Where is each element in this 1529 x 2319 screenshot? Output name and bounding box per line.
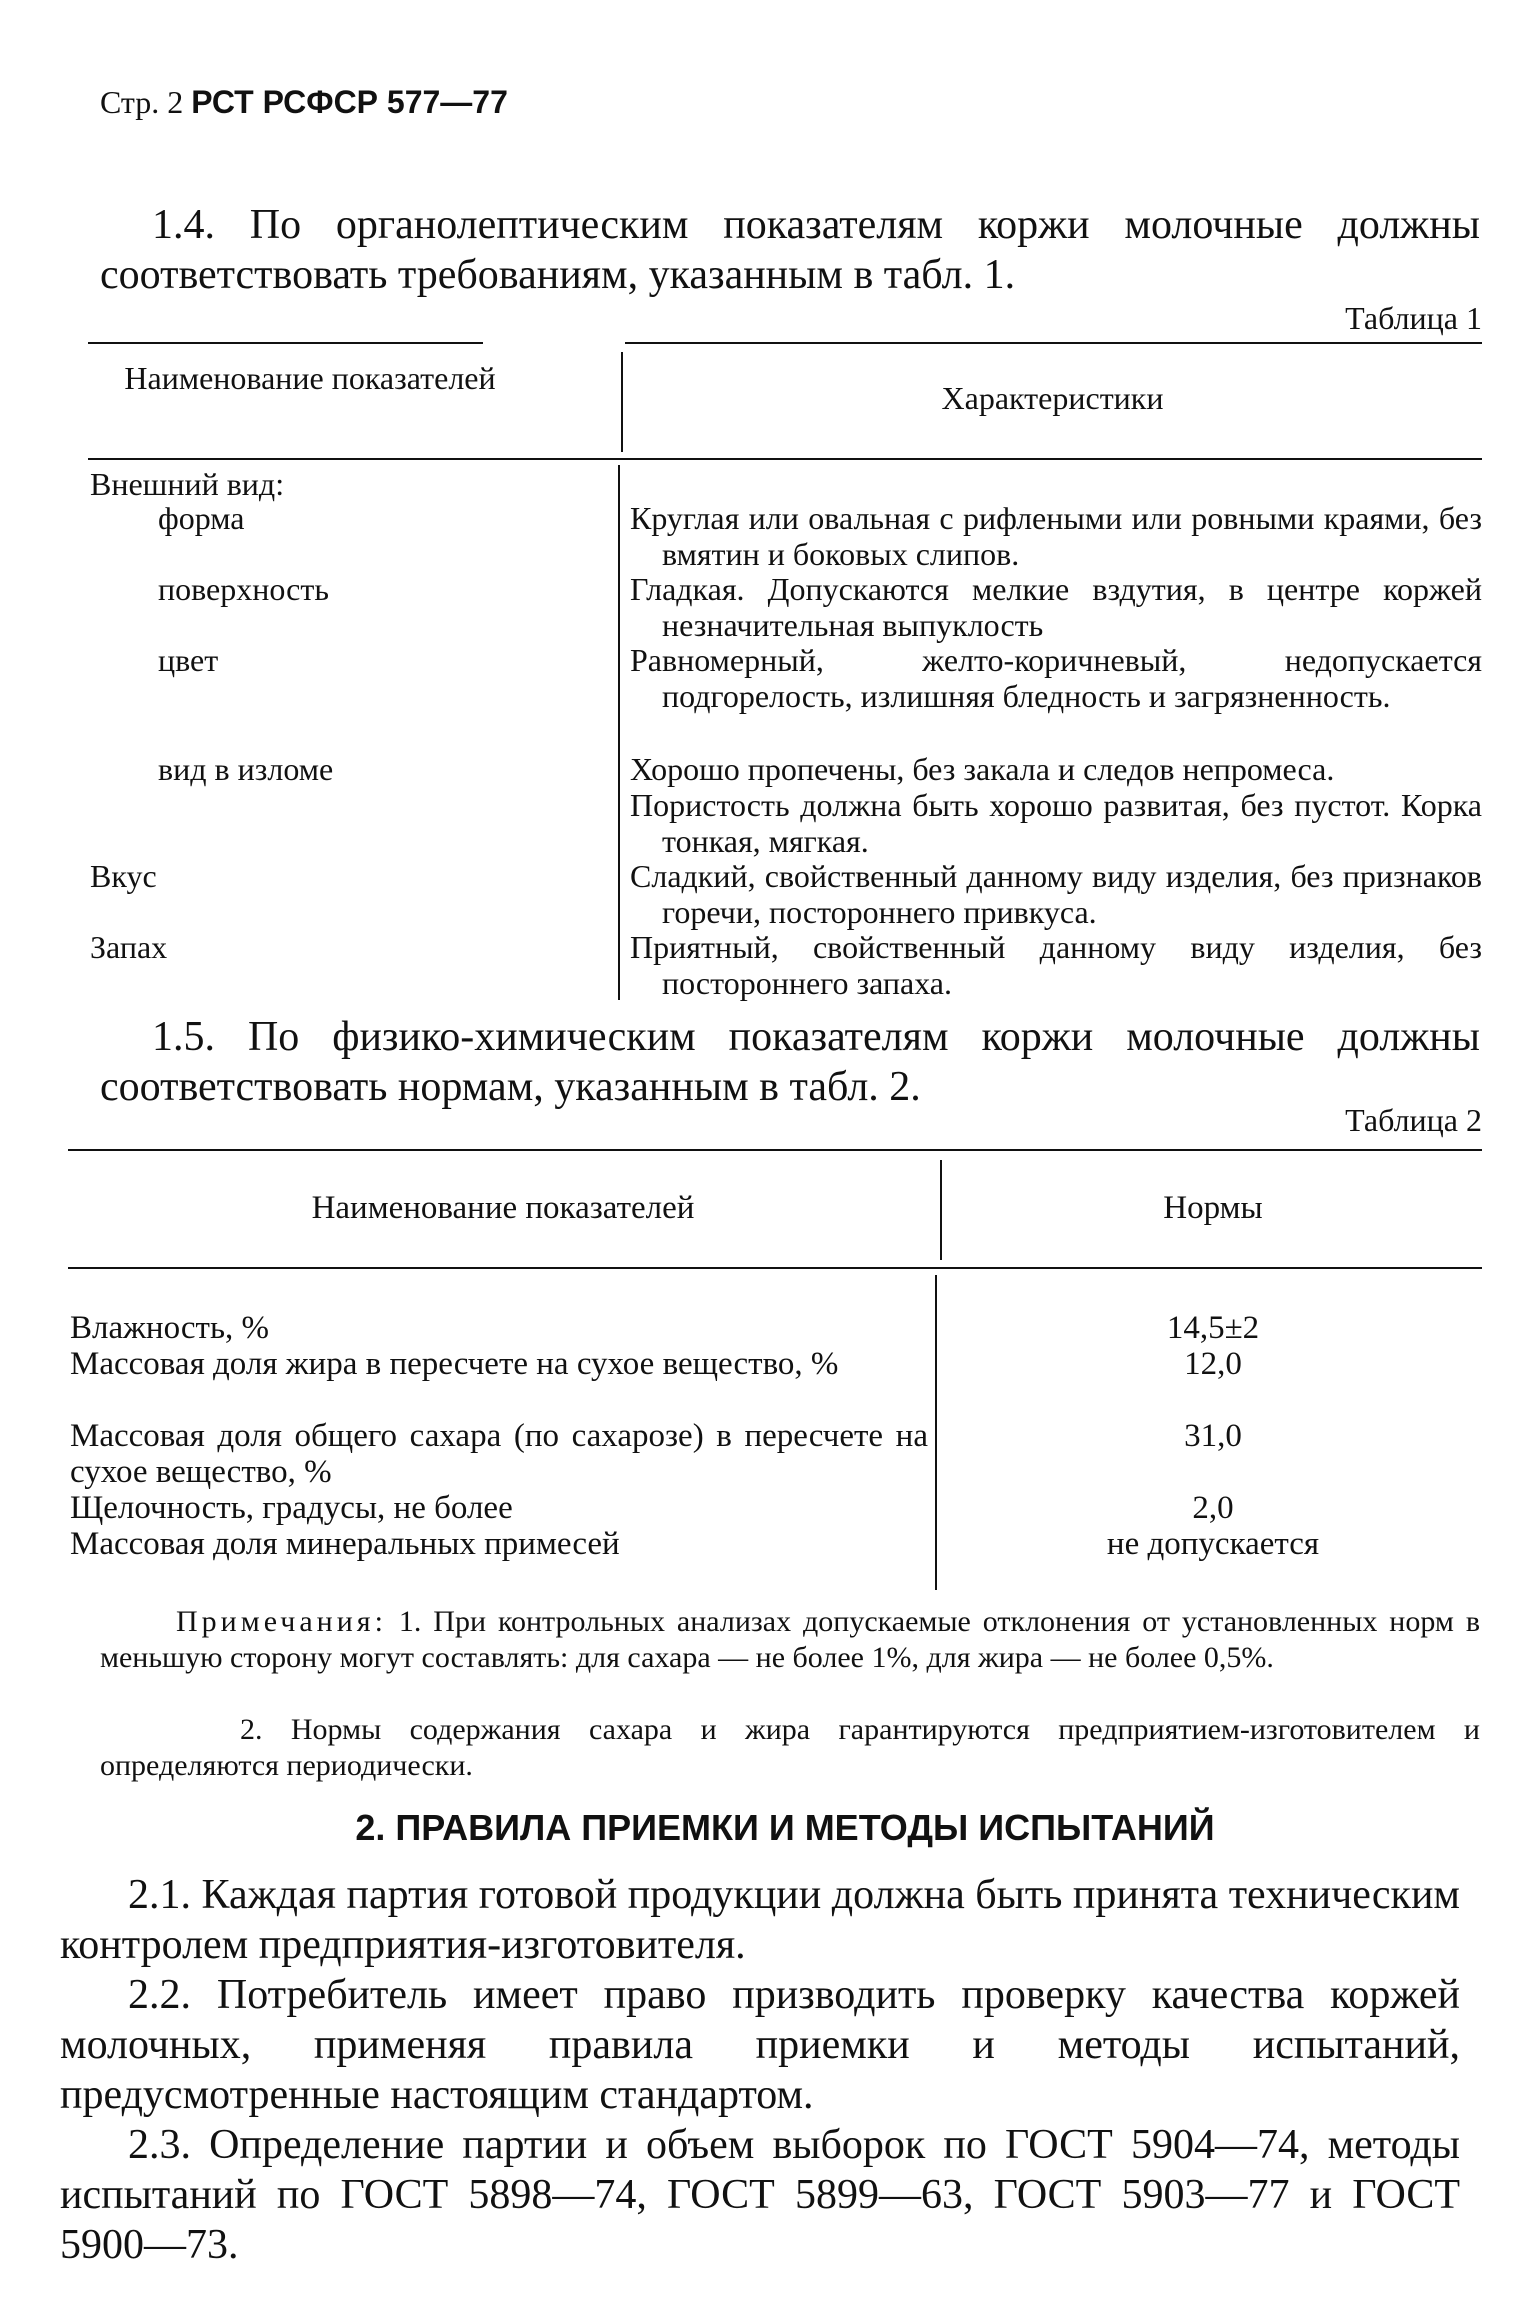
table1-row-value: Приятный, свойственный данному виду изделия, без постороннего запаха. xyxy=(630,929,1482,1001)
paragraph-1-5: 1.5. По физико-химическим показателям коржи молочные должны соответствовать нормам, указанным в табл. 2. xyxy=(100,1014,1480,1110)
page-number: Стр. 2 xyxy=(100,84,184,120)
table2-row-value: 2,0 xyxy=(1192,1490,1234,1526)
section-2-title: 2. ПРАВИЛА ПРИЕМКИ И МЕТОДЫ ИСПЫТАНИЙ xyxy=(355,1807,1215,1848)
table1-header-divider xyxy=(621,352,623,452)
table2-row-name: Массовая доля минеральных примесей xyxy=(70,1526,620,1562)
table1-row-value: Пористость должна быть хорошо развитая, без пустот. Корка тонкая, мягкая. xyxy=(630,787,1482,859)
notes-label: Примечания: xyxy=(176,1605,387,1638)
table2-caption: Таблица 2 xyxy=(1345,1102,1482,1138)
table1-row-name: Запах xyxy=(90,929,168,965)
table1-body-divider xyxy=(618,465,620,1000)
table1-row-name: поверхность xyxy=(158,571,329,607)
table1-col1-header: Наименование показателей xyxy=(124,360,496,396)
table1-top-rule-right xyxy=(625,342,1482,344)
table1-top-rule-left xyxy=(88,342,483,344)
table1-row-value: Сладкий, свойственный данному виду изделия, без признаков горечи, постороннего привкуса. xyxy=(630,858,1482,930)
table2-row-value: 31,0 xyxy=(1184,1418,1242,1454)
table1-row-name: Вкус xyxy=(90,858,157,894)
table2-row-name: Массовая доля общего сахара (по сахарозе) в пересчете на сухое вещество, % xyxy=(70,1418,928,1490)
table1-row-value: Хорошо пропечены, без закала и следов непромеса. xyxy=(630,751,1335,787)
table2-col1-header: Наименование показателей xyxy=(311,1190,695,1226)
table2-row-value: 14,5±2 xyxy=(1166,1310,1260,1346)
table2-row-name: Щелочность, градусы, не более xyxy=(70,1490,513,1526)
table2-header-divider xyxy=(940,1160,942,1260)
table1-row-name: цвет xyxy=(158,642,219,678)
table2-body-divider xyxy=(935,1275,937,1590)
table2-row-name: Влажность, % xyxy=(70,1310,270,1346)
table2-col2-header: Нормы xyxy=(1163,1190,1263,1226)
standard-code: РСТ РСФСР 577—77 xyxy=(191,84,508,120)
table2-row-value: не допускается xyxy=(1106,1526,1320,1562)
page-header xyxy=(100,84,508,121)
table1-col2-header: Характеристики xyxy=(941,380,1164,416)
paragraph-2-2: 2.2. Потребитель имеет право призводить проверку качества коржей молочных, применяя правила приемки и методы испытаний, предусмотренные настоящим стандартом. xyxy=(60,1972,1460,2118)
table2-top-rule xyxy=(68,1149,1482,1151)
paragraph-2-1: 2.1. Каждая партия готовой продукции должна быть принята техническим контролем предприятия-изготовителя. xyxy=(60,1872,1460,1968)
table1-caption: Таблица 1 xyxy=(1345,300,1482,336)
note-1-text: 1. При контрольных анализах допускаемые отклонения от установленных норм в меньшую сторону могут составлять: для сахара — не более 1%, для жира — не более 0,5%. xyxy=(100,1605,1480,1674)
table1-row-value: Гладкая. Допускаются мелкие вздутия, в центре коржей незначительная выпуклость xyxy=(630,571,1482,643)
table1-row-value: Равномерный, желто-коричневый, недопускается подгорелость, излишняя бледность и загрязненность. xyxy=(630,642,1482,714)
paragraph-2-3: 2.3. Определение партии и объем выборок по ГОСТ 5904—74, методы испытаний по ГОСТ 5898—74, ГОСТ 5899—63, ГОСТ 5903—77 и ГОСТ 5900—73. xyxy=(60,2122,1460,2268)
table1-header-rule xyxy=(88,458,1482,460)
table1-row-value: Круглая или овальная с рифлеными или ровными краями, без вмятин и боковых слипов. xyxy=(630,500,1482,572)
table1-row-name: форма xyxy=(158,500,245,536)
table2-row-value: 12,0 xyxy=(1184,1346,1242,1382)
paragraph-1-4: 1.4. По органолептическим показателям коржи молочные должны соответствовать требованиям, указанным в табл. 1. xyxy=(100,202,1480,298)
note-1 xyxy=(100,1604,1480,1676)
table2-header-rule xyxy=(68,1267,1482,1269)
note-2: 2. Нормы содержания сахара и жира гарантируются предприятием-изготовителем и определяются периодически. xyxy=(100,1713,1480,1782)
table1-group-label: Внешний вид: xyxy=(90,466,285,502)
table1-row-name: вид в изломе xyxy=(158,751,334,787)
table2-row-name: Массовая доля жира в пересчете на сухое вещество, % xyxy=(70,1346,839,1382)
